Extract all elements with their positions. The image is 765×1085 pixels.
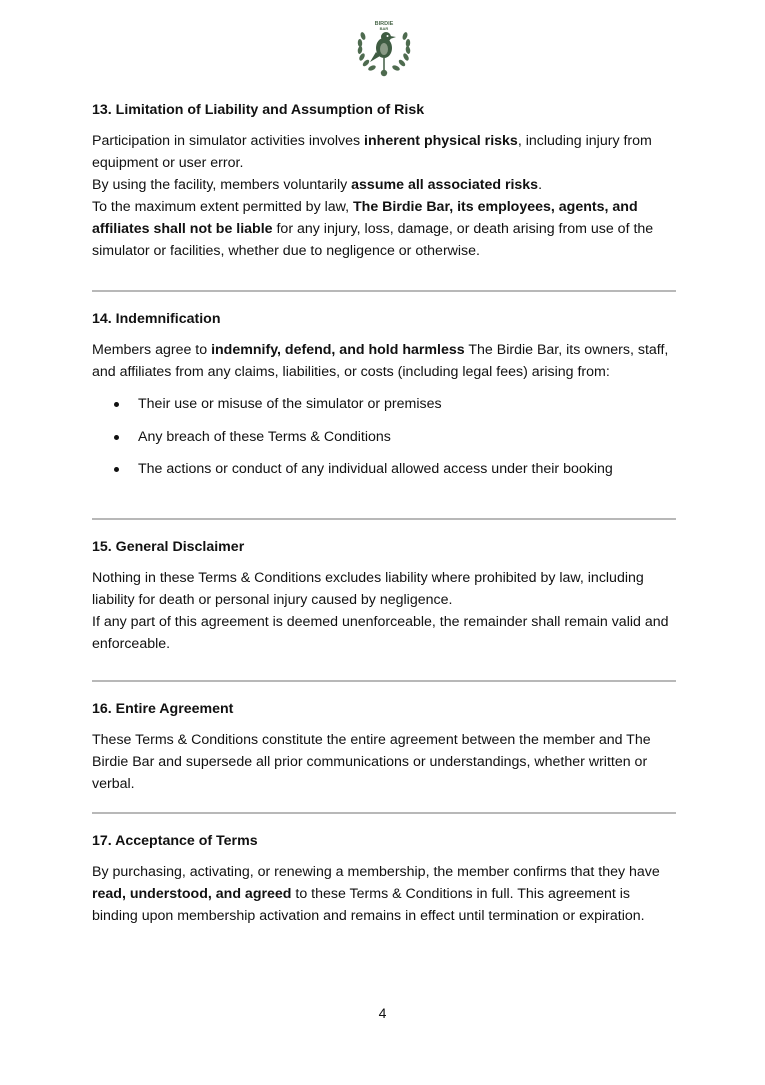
svg-text:BAR: BAR [379,26,389,31]
list-item: Any breach of these Terms & Conditions [92,426,676,448]
section-title: 14. Indemnification [92,311,221,327]
bullet-icon [114,402,119,407]
paragraph: Members agree to indemnify, defend, and hold harmless The Birdie Bar, its owners, staff, and affiliates from any claims, liabilities, or costs (including legal fees) arising from: [92,342,669,380]
paragraph: If any part of this agreement is deemed unenforceable, the remainder shall remain valid and enforceable. [92,614,669,652]
list-item: The actions or conduct of any individual allowed access under their booking [92,458,676,480]
section-13 [92,100,676,258]
section-14 [92,309,676,518]
list-item: Their use or misuse of the simulator or premises [92,393,676,415]
bullet-list [92,393,676,480]
bullet-icon [114,435,119,440]
page-number: 4 [378,1005,387,1021]
birdie-bar-logo [354,18,414,78]
paragraph: Participation in simulator activities involves inherent physical risks, including injury from equipment or user error. [92,133,652,171]
section-title: 16. Entire Agreement [92,701,234,717]
section-15 [92,537,676,672]
paragraph: To the maximum extent permitted by law, The Birdie Bar, its employees, agents, and affiliates shall not be liable for any injury, loss, damage, or death arising from use of the simulator or facilities, whether due to negligence or otherwise. [92,199,654,259]
section-16 [92,699,676,812]
section-title: 15. General Disclaimer [92,539,245,555]
section-title: 17. Acceptance of Terms [92,833,258,849]
paragraph: These Terms & Conditions constitute the entire agreement between the member and The Birdie Bar and supersede all prior communications or understandings, whether written or verbal. [92,732,651,792]
terms-content [92,100,676,927]
bullet-icon [114,467,119,472]
paragraph: Nothing in these Terms & Conditions excludes liability where prohibited by law, including liability for death or personal injury caused by negligence. [92,570,644,608]
paragraph: By using the facility, members voluntarily assume all associated risks. [92,177,543,193]
section-title: 13. Limitation of Liability and Assumption of Risk [92,102,425,118]
logo-text: BIRDIE [374,21,394,27]
section-17 [92,831,676,927]
paragraph: By purchasing, activating, or renewing a membership, the member confirms that they have read, understood, and agreed to these Terms & Conditions in full. This agreement is binding upon membership activation and remains in effect until termination or expiration. [92,864,660,924]
